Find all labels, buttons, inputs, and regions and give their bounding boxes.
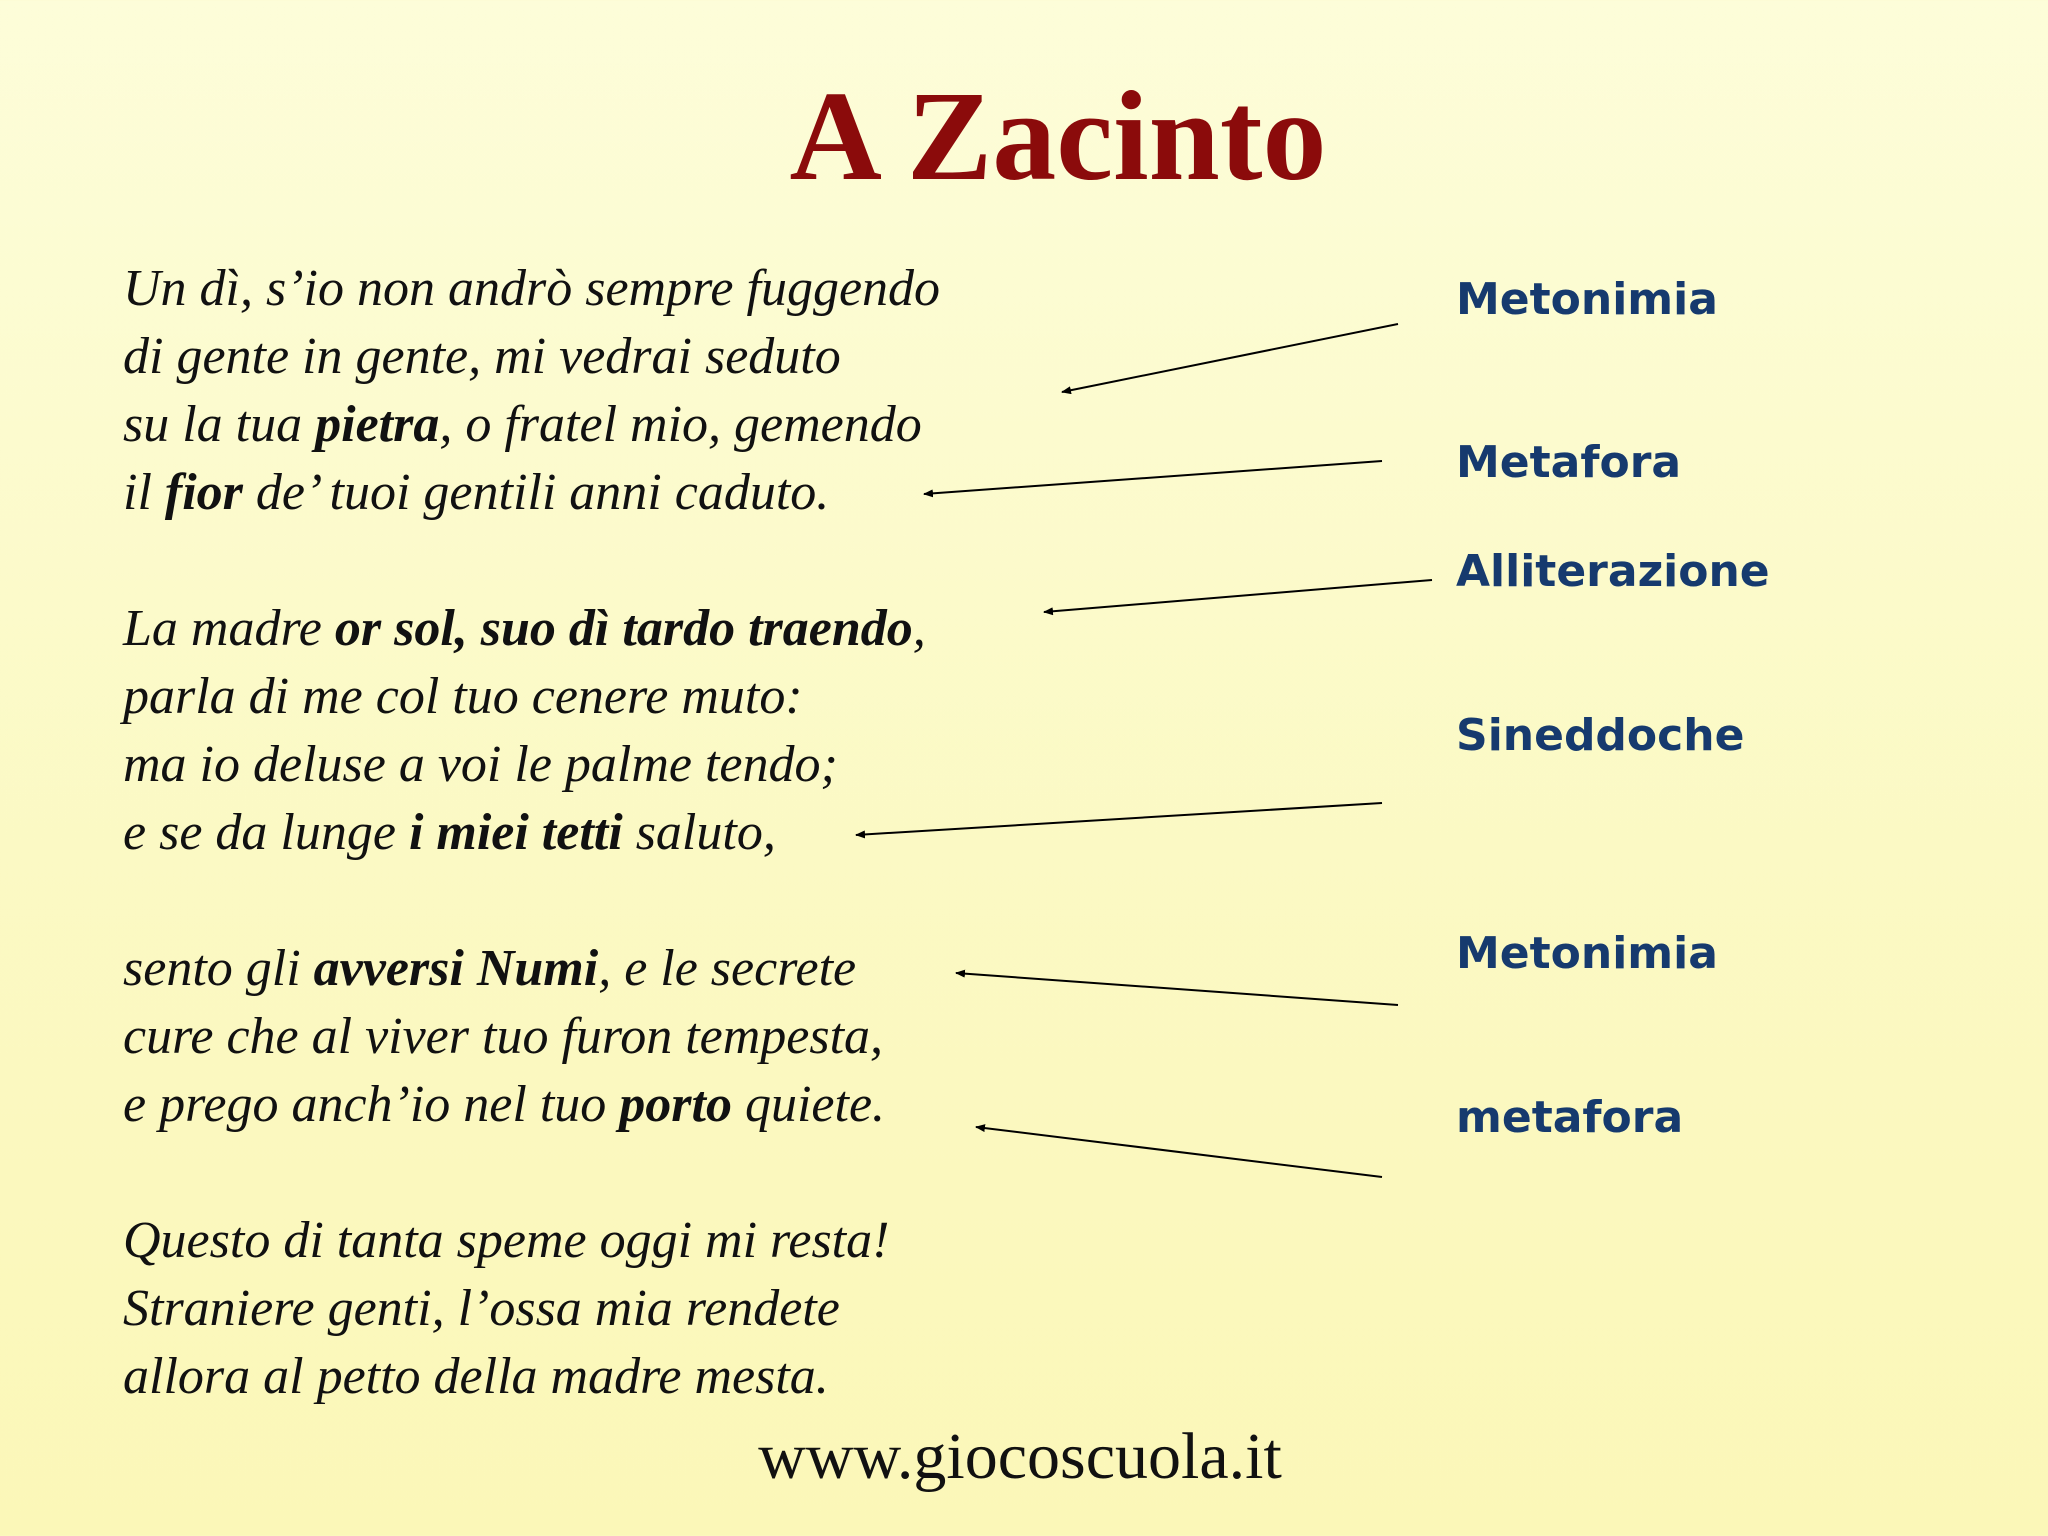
- footer-url: www.giocoscuola.it: [758, 1420, 1282, 1493]
- poem-line: e prego anch’io nel tuo porto quiete.: [123, 1076, 886, 1133]
- poem-line: Questo di tanta speme oggi mi resta!: [123, 1212, 890, 1269]
- poem-line: di gente in gente, mi vedrai seduto: [123, 328, 841, 385]
- highlight-alliteration: or sol, suo dì tardo traendo: [334, 600, 913, 657]
- poem-line: parla di me col tuo cenere muto:: [123, 668, 803, 725]
- highlight-numi: avversi Numi: [313, 940, 599, 997]
- poem: [123, 255, 940, 1411]
- poem-line: La madre or sol, suo dì tardo traendo,: [123, 600, 926, 657]
- slide-title: A Zacinto: [789, 65, 1327, 207]
- poem-line: il fior de’ tuoi gentili anni caduto.: [123, 464, 830, 521]
- highlight-fior: fior: [164, 464, 243, 521]
- annotation-label: Alliterazione: [1456, 546, 1770, 597]
- poem-line: cure che al viver tuo furon tempesta,: [123, 1008, 884, 1065]
- annotation-label: Sineddoche: [1456, 710, 1745, 761]
- arrow-alliterazione: [1044, 580, 1432, 612]
- poem-line: e se da lunge i miei tetti saluto,: [123, 804, 776, 861]
- arrow-metafora-2: [976, 1127, 1382, 1177]
- arrow-metafora-1: [924, 461, 1382, 494]
- highlight-tetti: i miei tetti: [408, 804, 623, 861]
- highlight-porto: porto: [619, 1076, 732, 1133]
- highlight-pietra: pietra: [315, 396, 440, 453]
- poem-line: Un dì, s’io non andrò sempre fuggendo: [123, 260, 941, 317]
- poem-line: Straniere genti, l’ossa mia rendete: [123, 1280, 840, 1337]
- annotation-label: Metonimia: [1456, 928, 1718, 979]
- poem-line: allora al petto della madre mesta.: [123, 1348, 829, 1405]
- poem-line: su la tua pietra, o fratel mio, gemendo: [123, 396, 922, 453]
- annotation-label: metafora: [1456, 1092, 1684, 1143]
- arrow-metonimia-2: [956, 973, 1398, 1005]
- poem-line: ma io deluse a voi le palme tendo;: [123, 736, 838, 793]
- arrow-metonimia-1: [1062, 324, 1398, 392]
- poem-line: sento gli avversi Numi, e le secrete: [123, 940, 857, 997]
- annotation-label: Metonimia: [1456, 274, 1718, 325]
- annotation-label: Metafora: [1456, 437, 1682, 488]
